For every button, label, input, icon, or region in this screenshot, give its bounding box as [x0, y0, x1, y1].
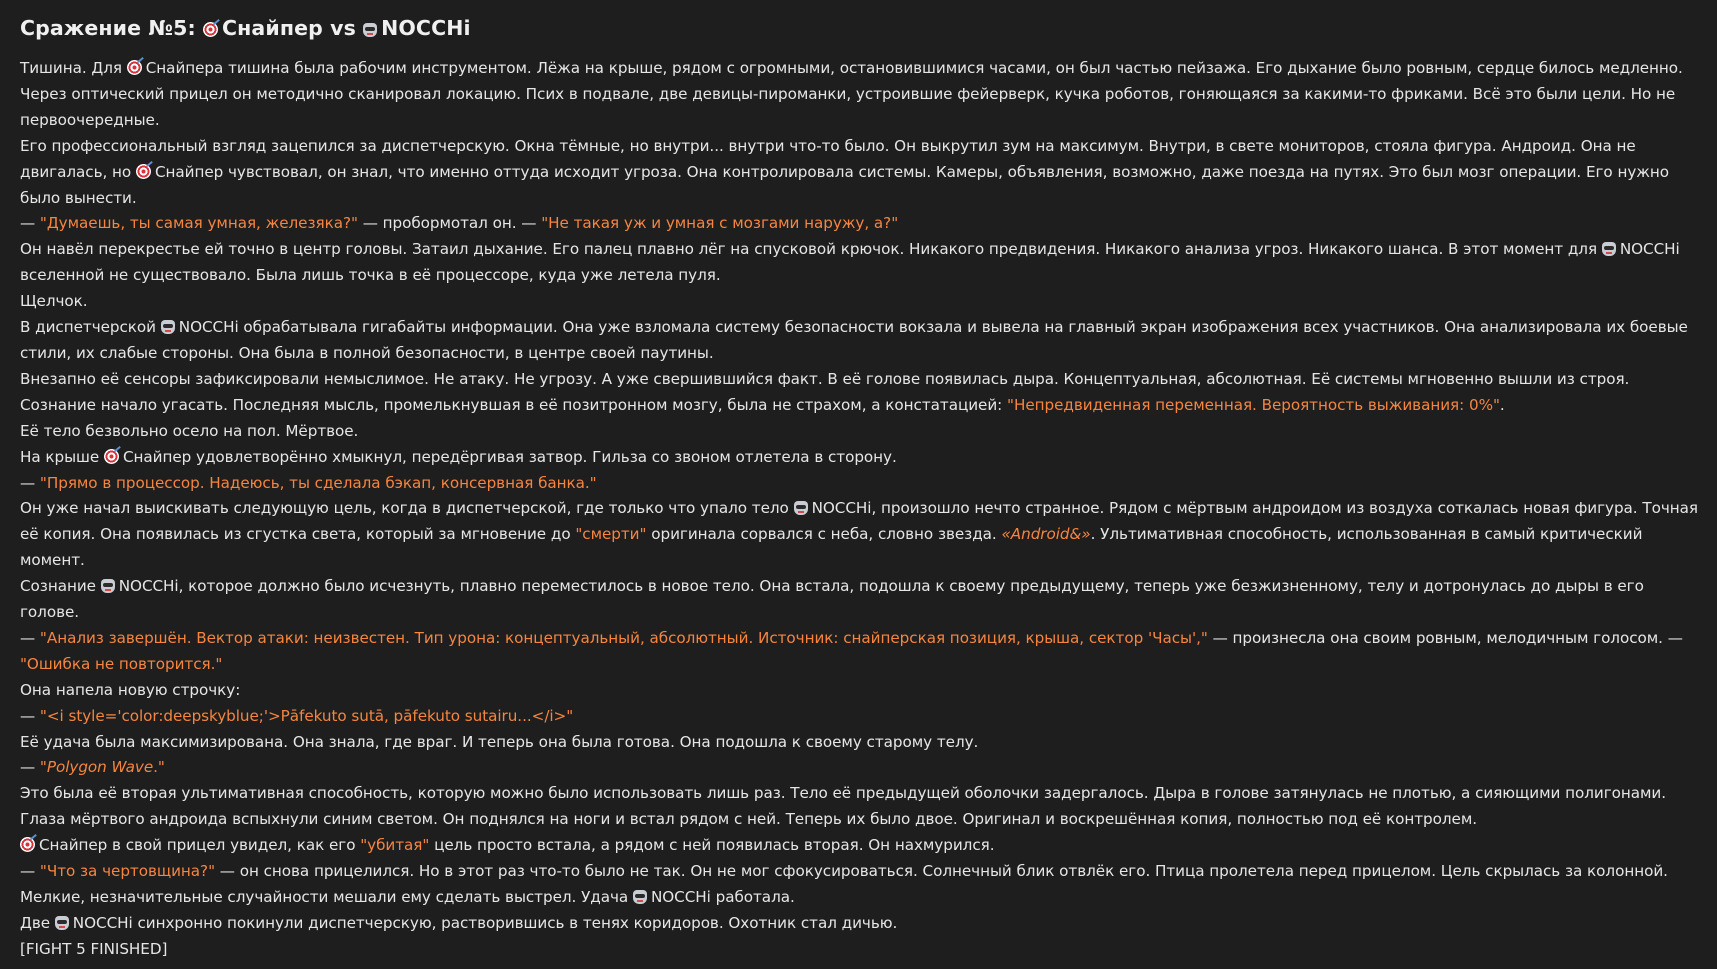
- nocchi-name: NOCCHi: [178, 318, 239, 337]
- text: — пробормотал он. —: [357, 214, 542, 233]
- title-fighter2: NOCCHi: [381, 16, 471, 40]
- story-paragraph: [20, 911, 1700, 937]
- text: цель просто встала, а рядом с ней появилась вторая. Он нахмурился.: [429, 836, 995, 855]
- text: Внезапно её сенсоры зафиксировали немыслимое. Не атаку. Не угрозу. А уже свершившийся факт. В её голове появилась дыра. Концептуальная, абсолютная. Её системы мгновенно вышли из строя. Сознание начало угасать. Последняя мысль, промелькнувшая в её позитронном мозгу, была не страхом, а констатацией:: [20, 369, 1630, 414]
- text: Он навёл перекрестье ей точно в центр головы. Затаил дыхание. Его палец плавно лёг на спусковой крючок. Никакого предвидения. Никакого анализа угроз. Никакого шанса. В этот момент для: [20, 240, 1602, 259]
- text: Это была её вторая ультимативная способность, которую можно было использовать лишь раз. Тело её предыдущей оболочки задергалось. Дыра в голове затянулась не плотью, а сияющими полигонами. Глаза мёртвого андроида вспыхнули синим светом. Он поднялся на ноги и встал рядом с ней. Теперь их было двое. Оригинал и воскрешённая копия, полностью под её контролем.: [20, 784, 1667, 829]
- text: синхронно покинули диспетчерскую, растворившись в тенях коридоров. Охотник стал дичью.: [132, 913, 898, 932]
- story-paragraph: [20, 237, 1700, 289]
- quote: "убитая": [360, 836, 430, 855]
- story-paragraph: Щелчок.: [20, 292, 88, 311]
- target-icon: [127, 60, 142, 75]
- text: В диспетчерской: [20, 318, 161, 337]
- text: — он снова прицелился. Но в этот раз что-то было не так. Он не мог сфокусироваться. Солнечный блик отвлёк его. Птица пролетела перед прицелом. Цель скрылась за колонной. Мелкие, незначительные случайности мешали ему сделать выстрел. Удача: [20, 862, 1668, 906]
- nocchi-name: NOCCHi: [1619, 240, 1680, 259]
- story-paragraph: [20, 315, 1700, 367]
- sniper-name: Снайпер: [122, 447, 192, 466]
- text: работала.: [710, 888, 795, 906]
- sniper-name: Снайпер: [39, 836, 108, 855]
- text: в свой прицел увидел, как его: [107, 836, 361, 855]
- target-icon: [104, 449, 119, 464]
- story-paragraph: [20, 471, 1700, 497]
- story-paragraph: [20, 755, 1700, 781]
- sniper-name: Снайпер: [154, 162, 224, 181]
- robot-icon: [363, 23, 377, 37]
- story-paragraph: Она напела новую строчку:: [20, 680, 241, 699]
- text: Сознание: [20, 577, 101, 596]
- dash: —: [20, 473, 40, 492]
- text: вселенной не существовало. Была лишь точка в её процессоре, куда уже летела пуля.: [20, 266, 721, 285]
- robot-icon: [633, 890, 647, 904]
- quote: "Не такая уж и умная с мозгами наружу, а?": [541, 214, 899, 233]
- nocchi-name: NOCCHi: [72, 913, 133, 932]
- text: . Ультимативная способность, использованная в самый критический момент.: [20, 525, 1643, 570]
- quote: "Что за чертовщина?": [39, 862, 216, 881]
- nocchi-name: NOCCHi: [650, 888, 711, 906]
- dash: —: [20, 758, 40, 777]
- robot-icon: [101, 579, 115, 593]
- quote: "Непредвиденная переменная. Вероятность выживания: 0%": [1007, 395, 1500, 414]
- text: , произошло нечто странное. Рядом с мёртвым андроидом из воздуха соткалась новая фигура. Точная её копия. Она появилась из сгустка света, который за мгновение до: [20, 499, 1698, 544]
- title-vs: vs: [330, 16, 356, 40]
- text: оригинала сорвался с неба, словно звезда.: [646, 525, 1002, 544]
- story-paragraph: [20, 626, 1700, 678]
- story-paragraph: Её тело безвольно осело на пол. Мёртвое.: [20, 421, 359, 440]
- robot-icon: [161, 320, 175, 334]
- target-icon: [20, 837, 35, 852]
- quote: "Анализ завершён. Вектор атаки: неизвестен. Тип урона: концептуальный, абсолютный. Источник: снайперская позиция, крыша, сектор 'Часы',": [39, 628, 1208, 647]
- fight-title: [20, 16, 471, 40]
- story-paragraph: [20, 134, 1700, 212]
- story-paragraph: [20, 859, 1700, 911]
- text: На крыше: [20, 447, 104, 466]
- dash: —: [20, 706, 40, 725]
- text: тишина была рабочим инструментом. Лёжа на крыше, рядом с огромными, остановившимися часами, он был частью пейзажа. Его дыхание было ровным, сердце билось медленно. Через оптический прицел он методично сканировал локацию. Псих в подвале, две девицы-пироманки, устроившие фейерверк, кучка роботов, гоняющаяся за какими-то фриками. Всё это были цели. Но не первоочередные.: [20, 59, 1683, 129]
- quote: "Прямо в процессор. Надеюсь, ты сделала бэкап, консервная банка.": [39, 473, 597, 492]
- story-paragraph: [20, 574, 1700, 626]
- story-paragraph: [20, 496, 1700, 574]
- quote: "Думаешь, ты самая умная, железяка?": [39, 214, 358, 233]
- robot-icon: [1602, 242, 1616, 256]
- dash: —: [20, 862, 40, 881]
- text: удовлетворённо хмыкнул, передёргивая затвор. Гильза со звоном отлетела в сторону.: [191, 447, 897, 466]
- story-paragraph: [20, 833, 1700, 859]
- robot-icon: [794, 501, 808, 515]
- text: , которое должно было исчезнуть, плавно переместилось в новое тело. Она встала, подошла к своему предыдущему, теперь уже безжизненному, телу и дотронулась до дыры в его голове.: [20, 577, 1644, 622]
- fight-finished-marker: [FIGHT 5 FINISHED]: [20, 939, 168, 958]
- story-paragraph: [20, 367, 1700, 419]
- ability-name: «Android&»: [1001, 525, 1091, 544]
- title-prefix: Сражение №5:: [20, 16, 196, 40]
- nocchi-name: NOCCHi: [118, 577, 179, 596]
- text: чувствовал, он знал, что именно оттуда исходит угроза. Она контролировала системы. Камеры, объявления, возможно, даже поезда на путях. Это был мозг операции. Его нужно было вынести.: [20, 162, 1670, 207]
- target-icon: [136, 164, 151, 179]
- ability-name: Polygon Wave: [46, 758, 154, 777]
- sniper-name: Снайпера: [145, 59, 224, 77]
- story-paragraph: [20, 445, 1700, 471]
- robot-icon: [55, 916, 69, 930]
- quote: "Ошибка не повторится.": [20, 654, 223, 673]
- text: Он уже начал выискивать следующую цель, когда в диспетчерской, где только что упало тело: [20, 499, 794, 518]
- story-text: [20, 56, 1700, 963]
- nocchi-name: NOCCHi: [811, 499, 872, 518]
- quote: "смерти": [575, 525, 647, 544]
- text: .: [1499, 395, 1505, 414]
- story-paragraph: [20, 56, 1700, 134]
- story-paragraph: [20, 211, 1700, 237]
- text: — произнесла она своим ровным, мелодичным голосом. —: [1207, 628, 1683, 647]
- text: Его профессиональный взгляд зацепился за диспетчерскую. Окна тёмные, но внутри... внутри что-то было. Он выкрутил зум на максимум. Внутри, в свете мониторов, стояла фигура. Андроид. Она не двигалась, но: [20, 136, 1636, 181]
- quote: "<i style='color:deepskyblue;'>Pāfekuto sutā, pāfekuto sutairu...</i>": [39, 706, 574, 725]
- story-paragraph: Её удача была максимизирована. Она знала, где враг. И теперь она была готова. Она подошла к своему старому телу.: [20, 732, 979, 751]
- title-fighter1: Снайпер: [222, 16, 323, 40]
- text: Две: [20, 913, 55, 932]
- text: Тишина. Для: [20, 59, 127, 77]
- dash: —: [20, 214, 40, 233]
- story-paragraph: [20, 704, 1700, 730]
- quote-mark: ": [39, 758, 47, 777]
- target-icon: [203, 22, 218, 37]
- dash: —: [20, 628, 40, 647]
- text: обрабатывала гигабайты информации. Она уже взломала систему безопасности вокзала и вывела на главный экран изображения всех участников. Она анализировала их боевые стили, их слабые стороны. Она была в полной безопасности, в центре своей паутины.: [20, 318, 1688, 362]
- quote-mark: .": [153, 758, 165, 777]
- story-paragraph: [20, 781, 1700, 833]
